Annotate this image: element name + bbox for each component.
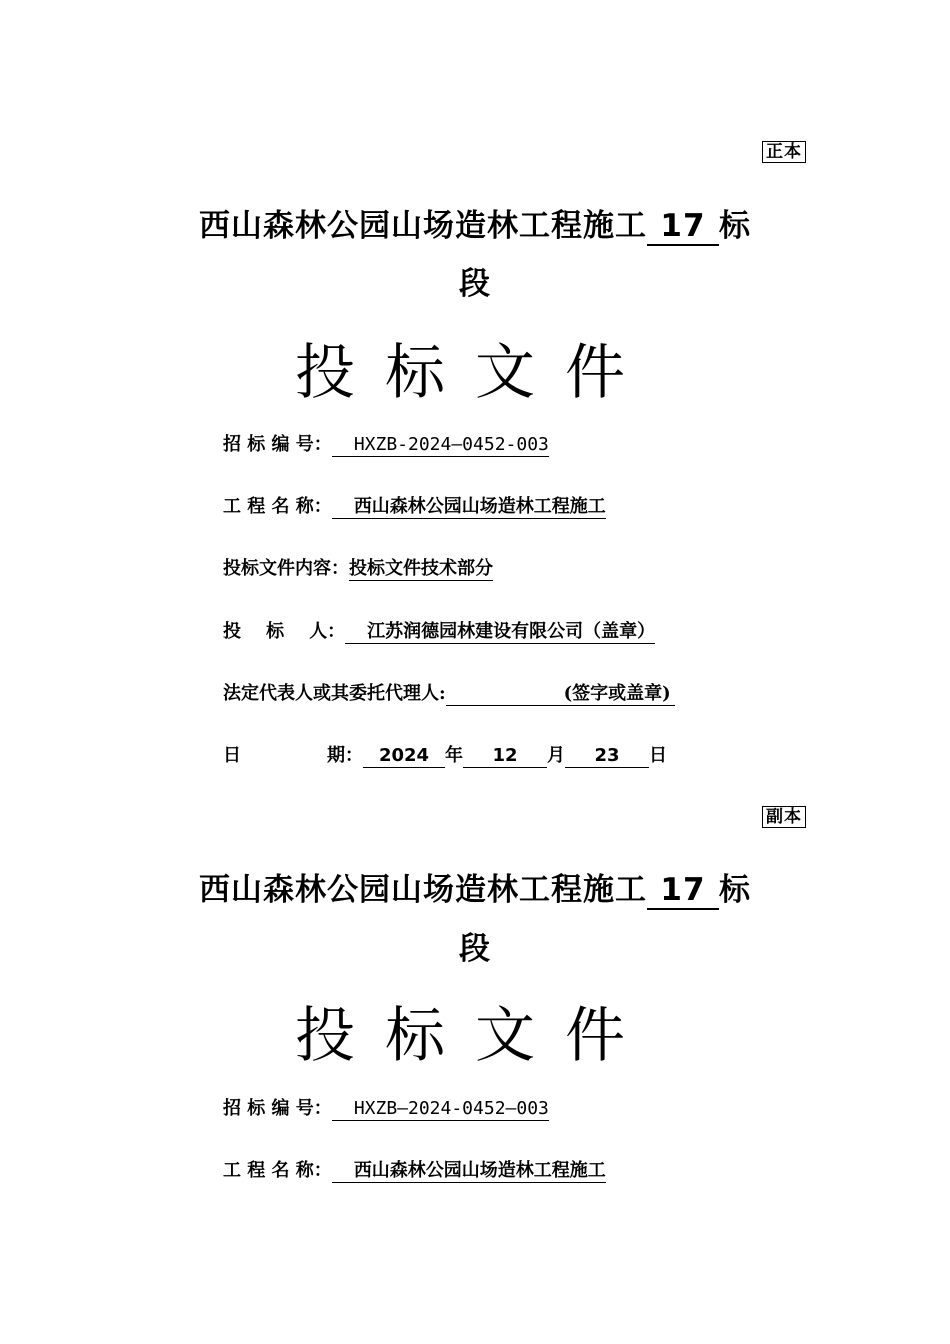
representative-label: 法定代表人或其委托代理人: <box>223 683 446 704</box>
bid-number-row <box>223 432 549 458</box>
duplicate-section-number: 17 <box>647 872 719 910</box>
section-number: 17 <box>647 208 719 246</box>
date-month: 12 <box>463 745 547 768</box>
duplicate-bid-number-label: 招 标 编 号： <box>223 1098 332 1119</box>
date-day: 23 <box>565 745 649 768</box>
content-label: 投标文件内容： <box>223 558 349 579</box>
content-value: 投标文件技术部分 <box>349 558 493 579</box>
original-copy-tag: 正本 <box>762 141 806 163</box>
duplicate-project-title-line2: 段 <box>459 931 491 967</box>
project-name-value: 西山森林公园山场造林工程施工 <box>332 496 606 519</box>
duplicate-project-name-row <box>223 1158 606 1184</box>
duplicate-document-type-heading: 投标文件 <box>295 1001 655 1071</box>
date-label-period: 期： <box>327 745 363 766</box>
title-suffix: 标 <box>719 208 751 244</box>
bid-number-value: HXZB-2024—0452-003 <box>332 434 549 457</box>
representative-row <box>223 681 675 707</box>
project-title-line2: 段 <box>459 266 491 302</box>
project-name-label: 工 程 名 称： <box>223 496 332 517</box>
project-name-row <box>223 494 606 520</box>
project-title-text: 西山森林公园山场造林工程施工 <box>199 208 647 244</box>
project-title <box>0 200 950 246</box>
duplicate-project-name-value: 西山森林公园山场造林工程施工 <box>332 1160 606 1183</box>
duplicate-bid-number-value: HXZB—2024-0452—003 <box>332 1098 549 1121</box>
bidder-value: 江苏润德园林建设有限公司（盖章） <box>345 621 655 644</box>
date-label-day: 日 <box>223 745 241 766</box>
date-day-unit: 日 <box>649 745 667 766</box>
duplicate-project-title <box>0 864 950 910</box>
duplicate-copy-tag: 副本 <box>762 806 806 828</box>
date-year-unit: 年 <box>445 745 463 766</box>
document-type-heading: 投标文件 <box>295 338 655 408</box>
date-row <box>223 743 667 769</box>
duplicate-title-suffix: 标 <box>719 872 751 908</box>
duplicate-bid-number-row <box>223 1096 549 1122</box>
bidder-row <box>223 619 655 645</box>
date-month-unit: 月 <box>547 745 565 766</box>
date-year: 2024 <box>363 745 445 768</box>
bidder-label: 投 标 人： <box>223 621 346 642</box>
bid-number-label: 招 标 编 号： <box>223 434 332 455</box>
representative-value: (签字或盖章) <box>446 683 675 706</box>
duplicate-project-name-label: 工 程 名 称： <box>223 1160 332 1181</box>
duplicate-project-title-text: 西山森林公园山场造林工程施工 <box>199 872 647 908</box>
content-row <box>223 556 493 582</box>
